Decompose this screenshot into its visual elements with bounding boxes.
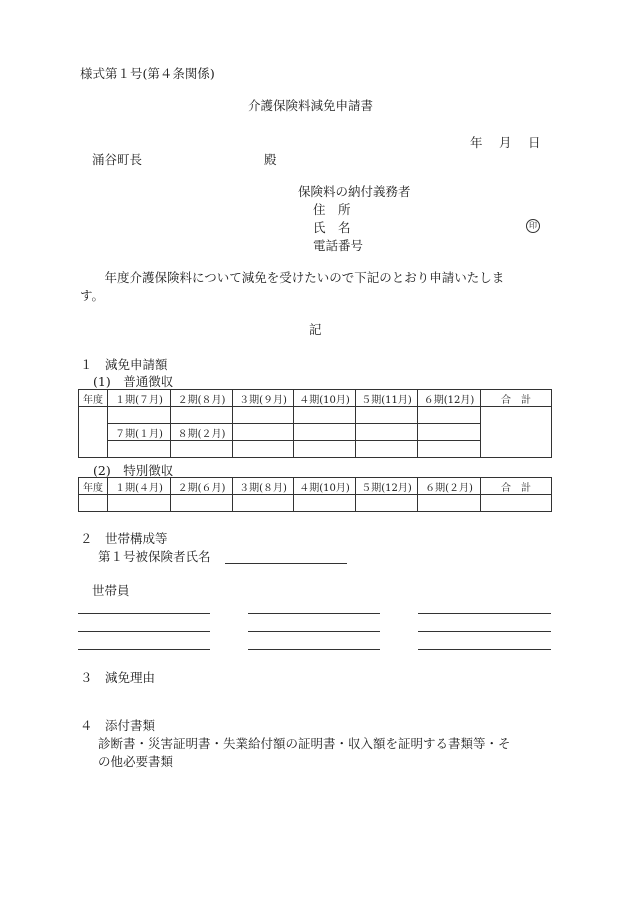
amount-cell[interactable]: [294, 407, 356, 424]
period-header: １期(７月): [108, 390, 171, 407]
period-header: ７期(１月): [108, 424, 171, 441]
date-year: 年: [470, 135, 483, 150]
year-header: 年度: [79, 390, 108, 407]
period-header: ６期(２月): [418, 478, 481, 495]
addressee-honorific: 殿: [264, 152, 277, 167]
seal-mark: 印: [526, 219, 540, 233]
amount-cell[interactable]: [294, 495, 356, 512]
member-name-line[interactable]: [248, 613, 380, 614]
member-name-line[interactable]: [418, 613, 551, 614]
period-header: ３期(９月): [233, 390, 294, 407]
amount-cell[interactable]: [233, 407, 294, 424]
period-header: ３期(８月): [233, 478, 294, 495]
amount-cell[interactable]: [171, 441, 233, 458]
member-name-line[interactable]: [418, 649, 551, 650]
amount-cell[interactable]: [233, 495, 294, 512]
member-name-line[interactable]: [78, 613, 210, 614]
period-header: ５期(12月): [356, 478, 418, 495]
body-text-line1: 年度介護保険料について減免を受けたいので下記のとおり申請いたしま: [92, 270, 505, 285]
member-name-line[interactable]: [248, 649, 380, 650]
page-title: 介護保険料減免申請書: [248, 98, 374, 113]
year-cell[interactable]: [79, 407, 108, 458]
date-day: 日: [528, 135, 541, 150]
total-cell[interactable]: [481, 407, 552, 458]
year-header: 年度: [79, 478, 108, 495]
table-header-row: [79, 390, 552, 407]
normal-collection-label: (1) 普通徴収: [93, 374, 174, 389]
empty-cell: [294, 424, 356, 441]
form-number: 様式第１号(第４条関係): [80, 66, 215, 81]
empty-cell: [418, 441, 481, 458]
amount-cell[interactable]: [108, 441, 171, 458]
section2-heading: ２ 世帯構成等: [80, 531, 168, 546]
amount-cell[interactable]: [171, 407, 233, 424]
empty-cell: [418, 424, 481, 441]
period-header: ５期(11月): [356, 390, 418, 407]
section1-heading: １ 減免申請額: [80, 357, 168, 372]
attachments-line2: の他必要書類: [98, 754, 174, 769]
empty-cell: [233, 424, 294, 441]
amount-cell[interactable]: [108, 495, 171, 512]
insured-name-label: 第１号被保険者氏名: [98, 549, 211, 564]
period-header: ４期(10月): [294, 478, 356, 495]
amount-cell[interactable]: [418, 495, 481, 512]
table-row: [79, 495, 552, 512]
normal-collection-table: [78, 389, 552, 458]
period-header: ２期(８月): [171, 390, 233, 407]
section3-heading: ３ 減免理由: [80, 670, 156, 685]
total-header: 合 計: [481, 478, 552, 495]
amount-cell[interactable]: [356, 495, 418, 512]
household-members-label: 世帯員: [92, 583, 130, 598]
period-header: ８期(２月): [171, 424, 233, 441]
empty-cell: [233, 441, 294, 458]
period-header: ６期(12月): [418, 390, 481, 407]
period-header: ２期(６月): [171, 478, 233, 495]
total-cell[interactable]: [481, 495, 552, 512]
period-header: １期(４月): [108, 478, 171, 495]
amount-cell[interactable]: [171, 495, 233, 512]
date-month: 月: [499, 135, 512, 150]
table-row: [79, 407, 552, 424]
empty-cell: [294, 441, 356, 458]
name-label: 氏 名: [313, 220, 351, 235]
amount-cell[interactable]: [108, 407, 171, 424]
empty-cell: [356, 441, 418, 458]
special-collection-label: (2) 特別徴収: [93, 463, 174, 478]
phone-label: 電話番号: [313, 238, 364, 253]
amount-cell[interactable]: [418, 407, 481, 424]
address-label: 住 所: [313, 202, 351, 217]
table-header-row: [79, 478, 552, 495]
ki-heading: 記: [309, 322, 322, 337]
empty-cell: [356, 424, 418, 441]
special-collection-table: [78, 477, 552, 512]
member-name-line[interactable]: [78, 649, 210, 650]
total-header: 合 計: [481, 390, 552, 407]
member-name-line[interactable]: [78, 631, 210, 632]
period-header: ４期(10月): [294, 390, 356, 407]
body-text-line2: す。: [80, 288, 105, 303]
applicant-heading: 保険料の納付義務者: [298, 184, 411, 199]
section4-heading: ４ 添付書類: [80, 718, 156, 733]
year-cell[interactable]: [79, 495, 108, 512]
addressee-name: 涌谷町長: [92, 152, 143, 167]
member-name-line[interactable]: [248, 631, 380, 632]
attachments-line1: 診断書・災害証明書・失業給付額の証明書・収入額を証明する書類等・そ: [98, 736, 511, 751]
member-name-line[interactable]: [418, 631, 551, 632]
insured-name-line[interactable]: [225, 563, 347, 564]
amount-cell[interactable]: [356, 407, 418, 424]
